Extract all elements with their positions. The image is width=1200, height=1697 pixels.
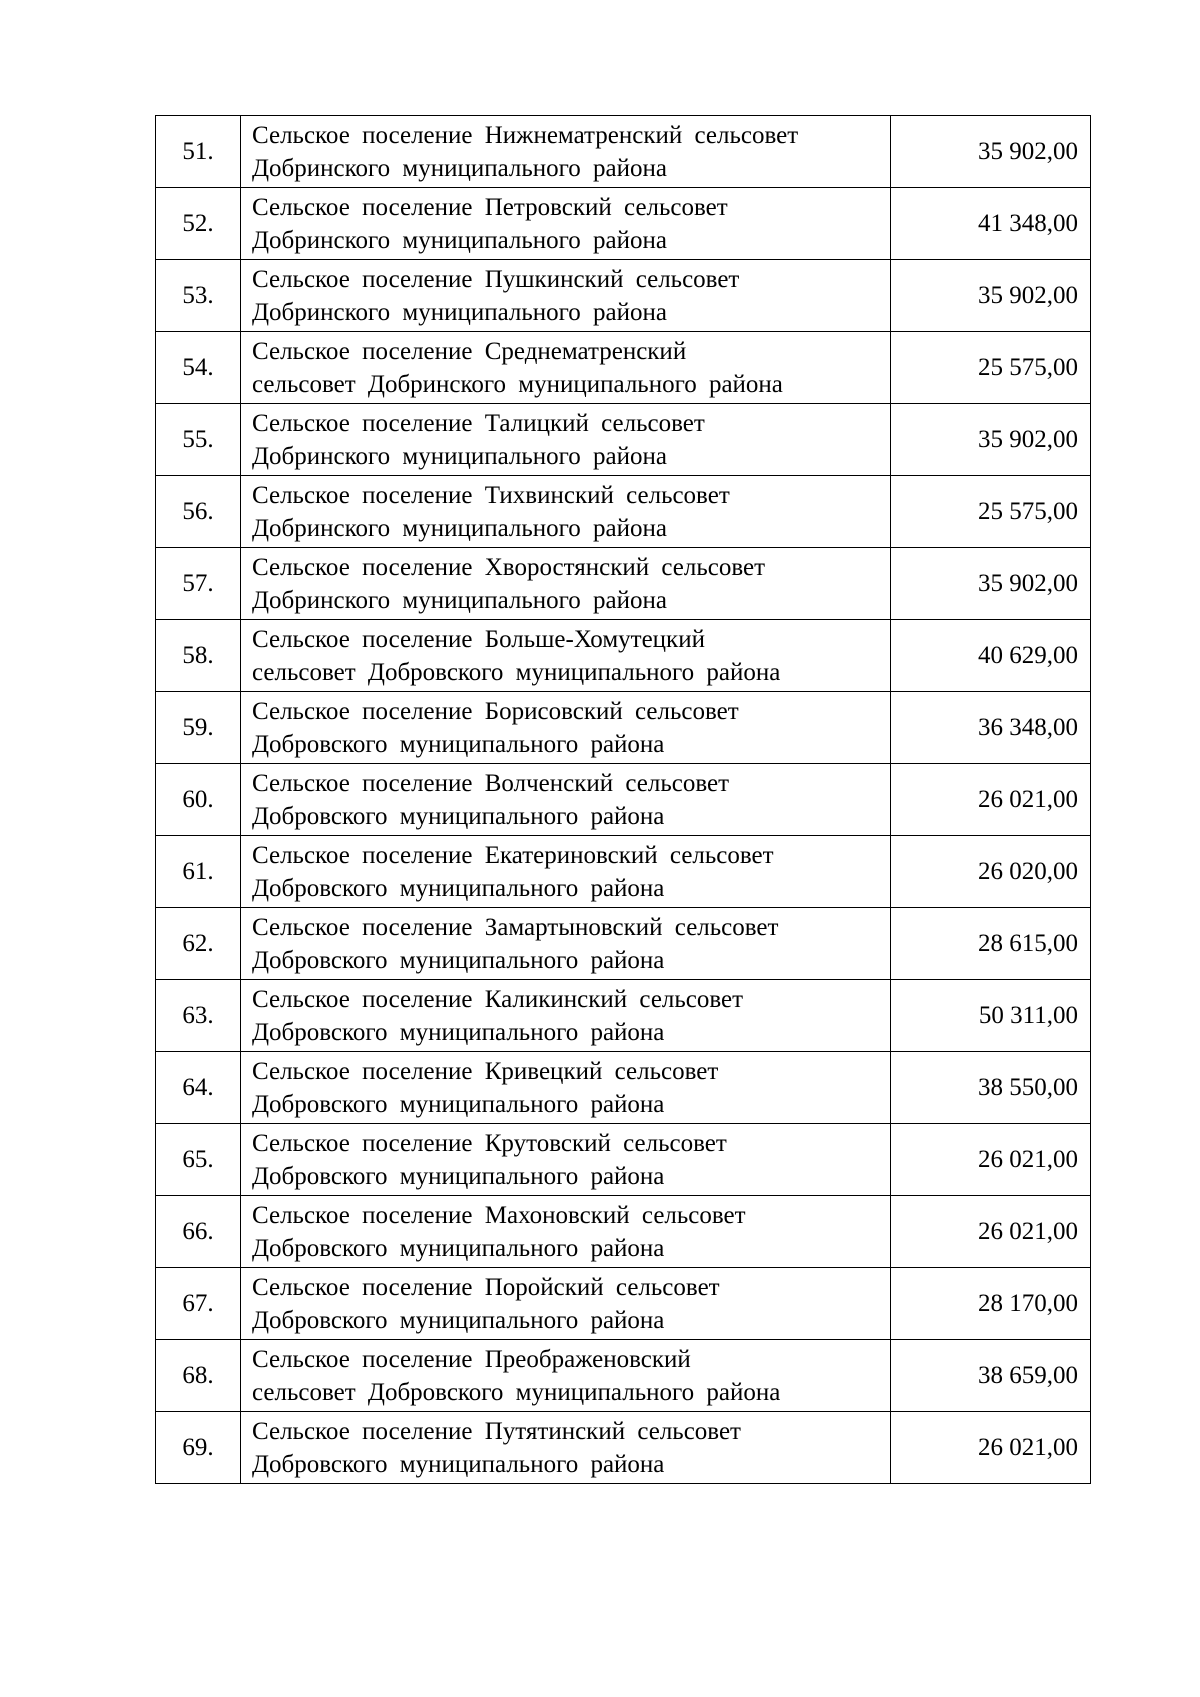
amount: 41 348,00 <box>891 188 1091 260</box>
settlement-name-line: сельсовет Добровского муниципального района <box>252 658 781 686</box>
row-number: 67. <box>156 1268 241 1340</box>
settlement-name-line: Сельское поселение Путятинский сельсовет <box>252 1417 741 1445</box>
settlement-name-line: Добровского муниципального района <box>252 1018 665 1046</box>
settlement-name <box>241 1052 891 1124</box>
amount: 26 021,00 <box>891 1412 1091 1484</box>
table-row <box>156 548 1091 620</box>
table-row <box>156 1052 1091 1124</box>
settlement-name-line: Добровского муниципального района <box>252 946 665 974</box>
table-row <box>156 404 1091 476</box>
settlement-name <box>241 188 891 260</box>
table-row <box>156 1268 1091 1340</box>
row-number: 69. <box>156 1412 241 1484</box>
amount: 35 902,00 <box>891 116 1091 188</box>
settlement-name <box>241 332 891 404</box>
settlement-name-line: Добринского муниципального района <box>252 298 668 326</box>
amount: 40 629,00 <box>891 620 1091 692</box>
amount: 28 170,00 <box>891 1268 1091 1340</box>
row-number: 65. <box>156 1124 241 1196</box>
settlement-name-line: Сельское поселение Поройский сельсовет <box>252 1273 720 1301</box>
row-number: 52. <box>156 188 241 260</box>
settlement-name-line: Сельское поселение Замартыновский сельсовет <box>252 913 779 941</box>
row-number: 68. <box>156 1340 241 1412</box>
table-row <box>156 332 1091 404</box>
settlement-name <box>241 836 891 908</box>
row-number: 59. <box>156 692 241 764</box>
settlement-name <box>241 1124 891 1196</box>
settlement-name-line: Добровского муниципального района <box>252 1162 665 1190</box>
settlement-name-line: Добринского муниципального района <box>252 154 668 182</box>
settlement-name-line: Сельское поселение Больше-Хомутецкий <box>252 625 705 653</box>
amount: 35 902,00 <box>891 260 1091 332</box>
row-number: 57. <box>156 548 241 620</box>
settlements-table <box>155 115 1091 1484</box>
table-row <box>156 980 1091 1052</box>
settlement-name <box>241 116 891 188</box>
amount: 50 311,00 <box>891 980 1091 1052</box>
amount: 25 575,00 <box>891 332 1091 404</box>
amount: 38 550,00 <box>891 1052 1091 1124</box>
row-number: 60. <box>156 764 241 836</box>
settlement-name-line: сельсовет Добринского муниципального района <box>252 370 783 398</box>
settlement-name-line: Сельское поселение Петровский сельсовет <box>252 193 728 221</box>
settlement-name-line: Сельское поселение Борисовский сельсовет <box>252 697 739 725</box>
amount: 35 902,00 <box>891 548 1091 620</box>
row-number: 56. <box>156 476 241 548</box>
row-number: 58. <box>156 620 241 692</box>
settlement-name-line: Сельское поселение Нижнематренский сельсовет <box>252 121 799 149</box>
settlement-name-line: Сельское поселение Каликинский сельсовет <box>252 985 744 1013</box>
settlement-name-line: Добринского муниципального района <box>252 226 668 254</box>
settlement-name <box>241 692 891 764</box>
settlement-name <box>241 548 891 620</box>
table-row <box>156 1340 1091 1412</box>
settlement-name-line: Добринского муниципального района <box>252 442 668 470</box>
settlement-name <box>241 1196 891 1268</box>
settlement-name <box>241 908 891 980</box>
settlement-name <box>241 404 891 476</box>
table-row <box>156 476 1091 548</box>
settlement-name-line: Сельское поселение Преображеновский <box>252 1345 691 1373</box>
settlement-name-line: Добринского муниципального района <box>252 586 668 614</box>
settlement-name-line: Сельское поселение Хворостянский сельсовет <box>252 553 766 581</box>
settlement-name-line: Сельское поселение Волченский сельсовет <box>252 769 730 797</box>
table-row <box>156 620 1091 692</box>
amount: 35 902,00 <box>891 404 1091 476</box>
table-row <box>156 764 1091 836</box>
settlement-name <box>241 260 891 332</box>
settlement-name-line: Сельское поселение Кривецкий сельсовет <box>252 1057 719 1085</box>
amount: 28 615,00 <box>891 908 1091 980</box>
settlement-name-line: Добровского муниципального района <box>252 730 665 758</box>
amount: 26 020,00 <box>891 836 1091 908</box>
row-number: 63. <box>156 980 241 1052</box>
row-number: 66. <box>156 1196 241 1268</box>
settlement-name-line: Добровского муниципального района <box>252 1090 665 1118</box>
settlement-name-line: Сельское поселение Екатериновский сельсовет <box>252 841 774 869</box>
row-number: 54. <box>156 332 241 404</box>
amount: 26 021,00 <box>891 1124 1091 1196</box>
settlement-name-line: Сельское поселение Махоновский сельсовет <box>252 1201 746 1229</box>
amount: 25 575,00 <box>891 476 1091 548</box>
table-row <box>156 260 1091 332</box>
table-row <box>156 1412 1091 1484</box>
settlement-name-line: Добровского муниципального района <box>252 1306 665 1334</box>
table-row <box>156 188 1091 260</box>
table-row <box>156 1124 1091 1196</box>
settlement-name <box>241 980 891 1052</box>
settlement-name-line: Сельское поселение Пушкинский сельсовет <box>252 265 740 293</box>
row-number: 62. <box>156 908 241 980</box>
settlement-name <box>241 764 891 836</box>
amount: 36 348,00 <box>891 692 1091 764</box>
row-number: 55. <box>156 404 241 476</box>
table-row <box>156 116 1091 188</box>
table-row <box>156 836 1091 908</box>
amount: 26 021,00 <box>891 1196 1091 1268</box>
settlement-name-line: Добровского муниципального района <box>252 802 665 830</box>
amount: 38 659,00 <box>891 1340 1091 1412</box>
table-row <box>156 692 1091 764</box>
settlement-name-line: Сельское поселение Тихвинский сельсовет <box>252 481 730 509</box>
settlement-name-line: Добринского муниципального района <box>252 514 668 542</box>
settlement-name-line: Добровского муниципального района <box>252 874 665 902</box>
table-row <box>156 1196 1091 1268</box>
table-row <box>156 908 1091 980</box>
settlement-name-line: Сельское поселение Среднематренский <box>252 337 687 365</box>
row-number: 53. <box>156 260 241 332</box>
settlement-name-line: сельсовет Добровского муниципального района <box>252 1378 781 1406</box>
settlement-name-line: Сельское поселение Талицкий сельсовет <box>252 409 705 437</box>
settlement-name <box>241 1412 891 1484</box>
settlement-name-line: Добровского муниципального района <box>252 1450 665 1478</box>
settlement-name <box>241 620 891 692</box>
row-number: 51. <box>156 116 241 188</box>
settlement-name <box>241 1268 891 1340</box>
settlement-name <box>241 1340 891 1412</box>
settlement-name <box>241 476 891 548</box>
settlement-name-line: Добровского муниципального района <box>252 1234 665 1262</box>
row-number: 61. <box>156 836 241 908</box>
row-number: 64. <box>156 1052 241 1124</box>
settlement-name-line: Сельское поселение Крутовский сельсовет <box>252 1129 727 1157</box>
amount: 26 021,00 <box>891 764 1091 836</box>
